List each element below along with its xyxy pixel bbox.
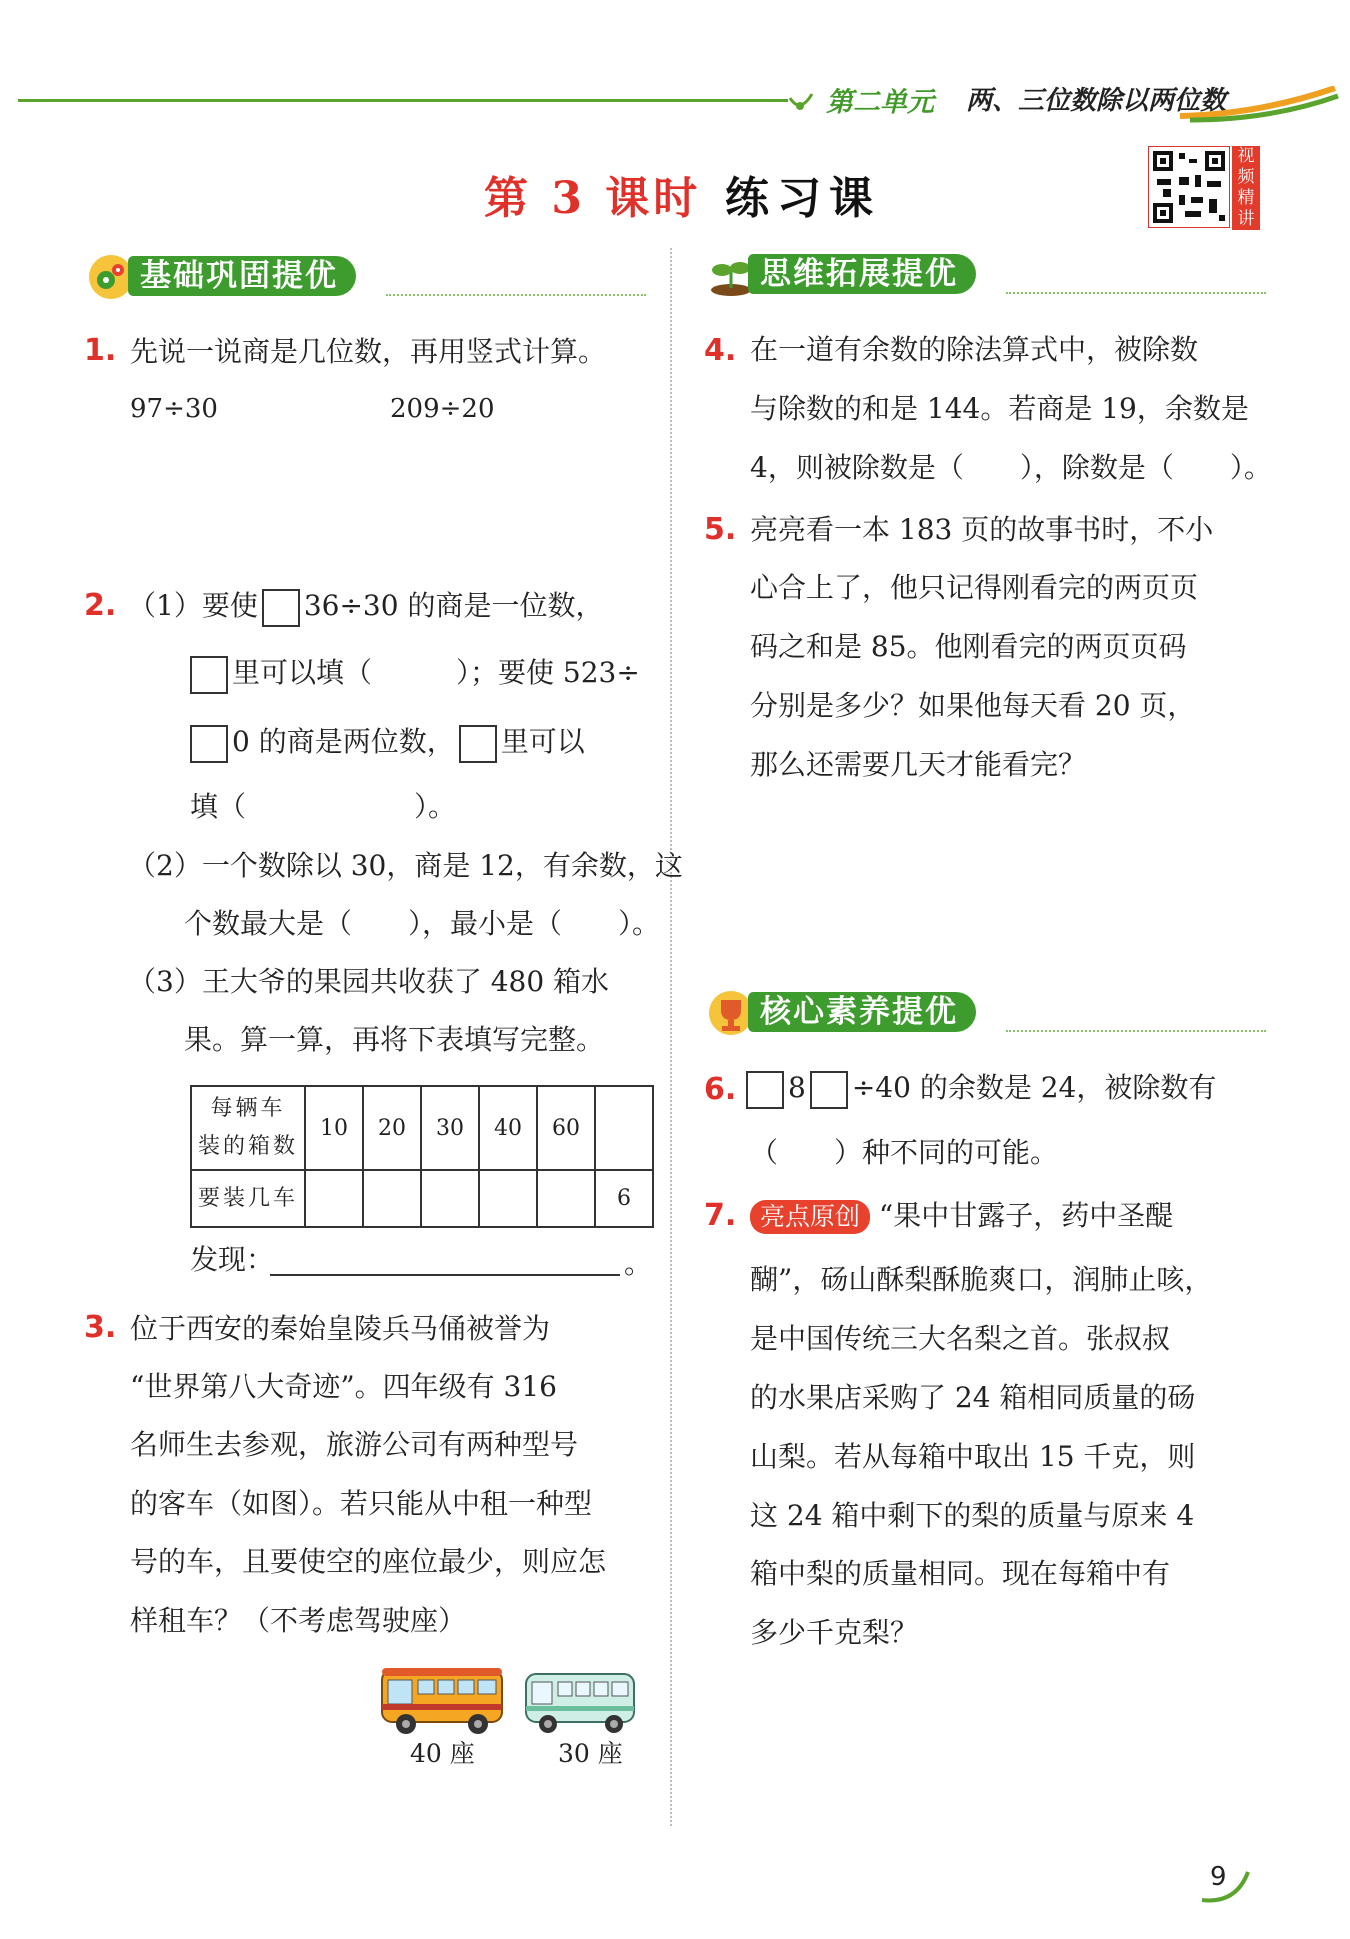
q5-line: 心合上了，他只记得刚看完的两页页 <box>750 571 1199 604</box>
bus-40-label: 40 座 <box>410 1739 475 1768</box>
q6-number: 6. <box>704 1072 737 1107</box>
bus-40-icon <box>378 1660 506 1740</box>
qr-code-icon[interactable] <box>1148 146 1230 228</box>
q3-number: 3. <box>84 1310 117 1345</box>
table-cell-input[interactable] <box>363 1170 421 1227</box>
q3-line: 的客车（如图）。若只能从中租一种型 <box>130 1487 593 1520</box>
q2-p1-prefix: （1）要使 <box>128 589 258 622</box>
table-cell: 6 <box>595 1170 653 1227</box>
q5-number: 5. <box>704 512 737 547</box>
q7-line: 是中国传统三大名梨之首。张叔叔 <box>750 1322 1171 1355</box>
section-thinking <box>706 250 1266 296</box>
q2-p1-expr: 36÷30 的商是一位数， <box>303 589 604 622</box>
q2-p2-line2: 个数最大是（ ），最小是（ ）。 <box>184 907 661 940</box>
table-cell: 30 <box>421 1086 479 1170</box>
q6-digit: 8 <box>788 1071 806 1104</box>
lesson-number: 第 3 课时 <box>484 173 702 224</box>
q5-line: 分别是多少？如果他每天看 20 页， <box>750 689 1196 722</box>
q7-line1 <box>750 1198 1173 1234</box>
page-title: 练习课 <box>725 173 881 224</box>
q2-p1-line4: 填（ ）。 <box>190 790 457 823</box>
q4-line: 4，则被除数是（ ），除数是（ ）。 <box>750 451 1272 484</box>
q2-number: 2. <box>84 588 117 623</box>
section-thinking-title: 思维拓展提优 <box>748 254 976 294</box>
q7-line: 这 24 箱中剩下的梨的质量与原来 4 <box>750 1499 1195 1532</box>
table-cell-input[interactable] <box>305 1170 363 1227</box>
q1-expr1: 97÷30 <box>130 394 218 424</box>
q7-number: 7. <box>704 1198 737 1233</box>
q1-number: 1. <box>84 333 117 368</box>
q2-p1-line3-text: 0 的商是两位数， <box>232 725 455 758</box>
q7-line: 醐”，砀山酥梨酥脆爽口，润肺止咳， <box>750 1263 1213 1296</box>
digit-box[interactable] <box>459 725 497 763</box>
q3-line: 样租车？（不考虑驾驶座） <box>130 1604 467 1637</box>
q3-line: “世界第八大奇迹”。四年级有 316 <box>130 1370 557 1403</box>
q7-line: 多少千克梨？ <box>750 1616 919 1649</box>
table-row <box>191 1170 653 1227</box>
original-badge: 亮点原创 <box>750 1200 870 1234</box>
digit-box[interactable] <box>262 589 300 627</box>
cars-table <box>190 1085 654 1228</box>
section-dots <box>386 294 646 296</box>
table-cell: 20 <box>363 1086 421 1170</box>
section-dots <box>1006 292 1266 294</box>
q6-line1 <box>746 1070 1216 1109</box>
leaf-icon <box>786 90 816 114</box>
table-cell-input[interactable] <box>421 1170 479 1227</box>
table-header-cars: 要装几车 <box>191 1170 305 1227</box>
table-cell-input[interactable] <box>537 1170 595 1227</box>
q6-text: ÷40 的余数是 24，被除数有 <box>851 1071 1217 1104</box>
table-row <box>191 1086 653 1170</box>
q2-p3-line1: （3）王大爷的果园共收获了 480 箱水 <box>128 965 610 998</box>
unit-topic: 两、三位数除以两位数 <box>966 86 1227 116</box>
q2-finding-label: 发现： <box>190 1243 275 1276</box>
section-basic-title: 基础巩固提优 <box>128 256 356 296</box>
q2-p3-line2: 果。算一算，再将下表填写完整。 <box>184 1023 605 1056</box>
bus-30-icon <box>522 1664 638 1740</box>
page-swoosh <box>1196 1866 1256 1906</box>
digit-box[interactable] <box>746 1071 784 1109</box>
q7-line: 山梨。若从每箱中取出 15 千克，则 <box>750 1440 1196 1473</box>
q5-line: 亮亮看一本 183 页的故事书时，不小 <box>750 513 1214 546</box>
section-dots <box>1006 1030 1266 1032</box>
table-cell-input[interactable] <box>479 1170 537 1227</box>
swoosh-decoration <box>1180 86 1340 126</box>
table-cell: 60 <box>537 1086 595 1170</box>
table-cell: 40 <box>479 1086 537 1170</box>
q6-line2: （ ）种不同的可能。 <box>750 1136 1059 1169</box>
section-basic <box>86 252 646 298</box>
section-core <box>706 988 1266 1034</box>
q4-line: 在一道有余数的除法算式中，被除数 <box>750 333 1199 366</box>
q1-text: 先说一说商是几位数，再用竖式计算。 <box>130 335 607 368</box>
header-rule <box>18 99 788 102</box>
q4-line: 与除数的和是 144。若商是 19，余数是 <box>750 392 1249 425</box>
q5-line: 码之和是 85。他刚看完的两页页码 <box>750 630 1187 663</box>
q2-finding-end: 。 <box>624 1247 653 1280</box>
bus-30-label: 30 座 <box>558 1739 623 1768</box>
table-cell: 10 <box>305 1086 363 1170</box>
q2-p1-line2 <box>190 655 640 694</box>
q2-p1-line3-end: 里可以 <box>500 725 585 758</box>
unit-label: 第二单元 <box>826 87 934 118</box>
q3-line: 名师生去参观，旅游公司有两种型号 <box>130 1428 579 1461</box>
column-divider <box>670 248 672 1826</box>
q7-line1-text: “果中甘露子，药中圣醍 <box>878 1199 1174 1232</box>
q3-line: 位于西安的秦始皇陵兵马俑被誉为 <box>130 1312 551 1345</box>
video-tag[interactable]: 视频精讲 <box>1232 146 1260 230</box>
digit-box[interactable] <box>190 656 228 694</box>
q2-p2-line1: （2）一个数除以 30，商是 12，有余数，这 <box>128 849 683 882</box>
q3-line: 号的车，且要使空的座位最少，则应怎 <box>130 1545 607 1578</box>
q2-p1-line3 <box>190 724 585 763</box>
page-number: 9 <box>1210 1862 1227 1892</box>
section-core-title: 核心素养提优 <box>748 992 976 1032</box>
q7-line: 箱中梨的质量相同。现在每箱中有 <box>750 1557 1171 1590</box>
table-cell-input[interactable] <box>595 1086 653 1170</box>
q2-p1-line2-text: 里可以填（ ）；要使 523÷ <box>232 656 640 689</box>
q5-line: 那么还需要几天才能看完？ <box>750 748 1087 781</box>
q1-expr2: 209÷20 <box>390 394 495 424</box>
q2-p1-line1 <box>128 588 603 627</box>
table-header-boxes: 每辆车 装的箱数 <box>191 1086 305 1170</box>
finding-answer-line[interactable] <box>270 1274 620 1276</box>
digit-box[interactable] <box>190 725 228 763</box>
digit-box[interactable] <box>810 1071 848 1109</box>
q7-line: 的水果店采购了 24 箱相同质量的砀 <box>750 1381 1196 1414</box>
q4-number: 4. <box>704 333 737 368</box>
